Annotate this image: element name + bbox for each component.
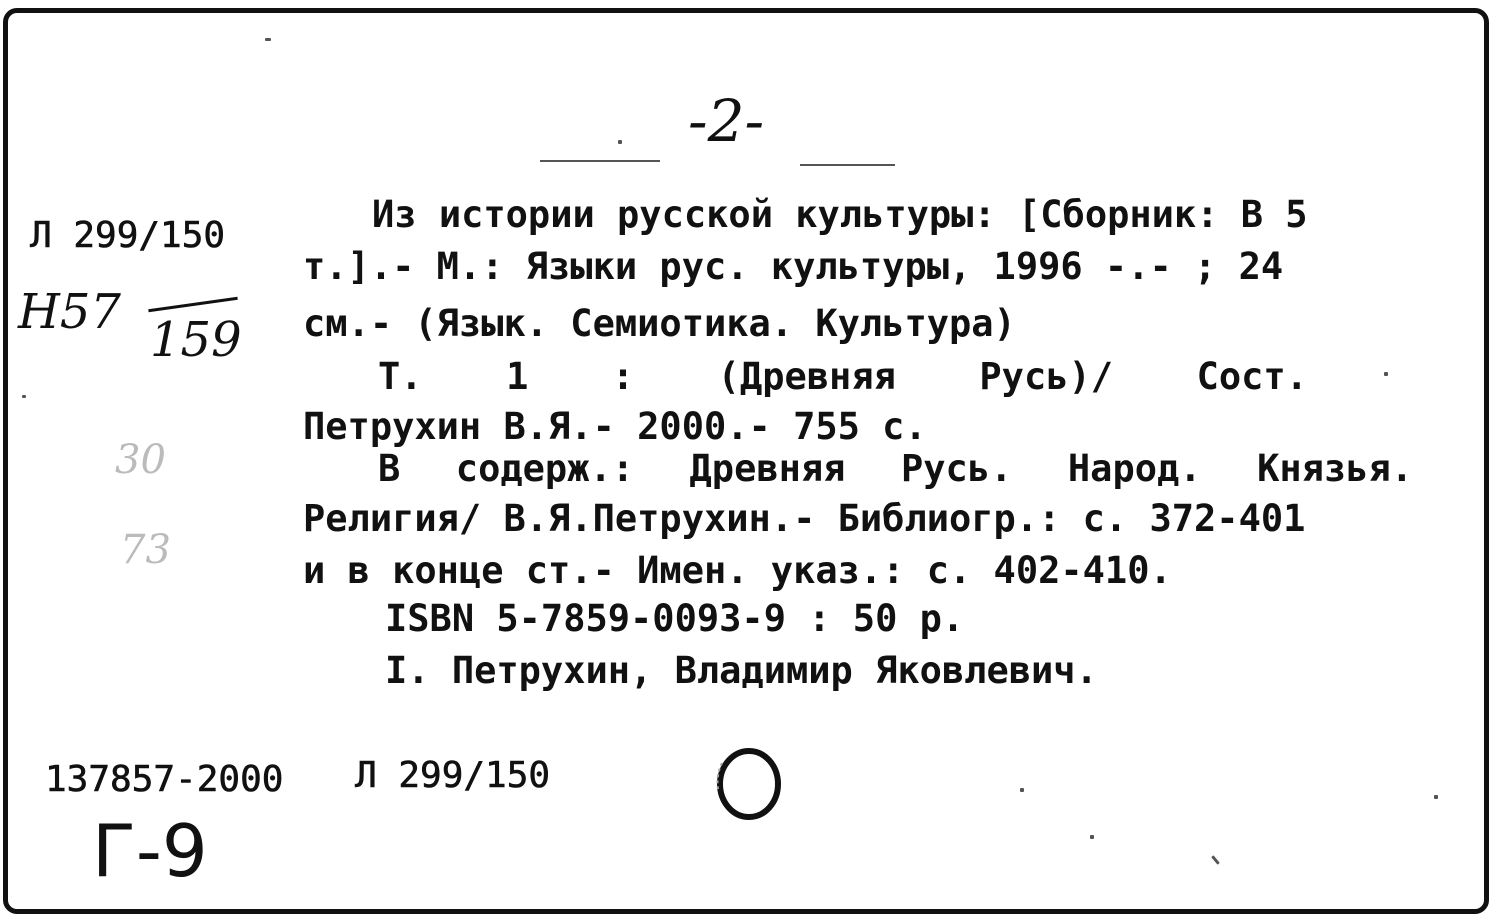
stamp-circle: [712, 745, 786, 823]
faint-mark-1: 30: [115, 437, 166, 483]
entry-contents-line: [378, 447, 1413, 490]
entry-line-1: Из истории русской культуры: [Сборник: В 5: [372, 193, 1308, 236]
speck: [618, 140, 622, 144]
speck: [1090, 835, 1094, 839]
volume-word-6: Сост.: [1196, 355, 1308, 398]
call-number-top: Л 299/150: [30, 215, 226, 256]
volume-word-2: 1: [506, 355, 529, 398]
author-line: I. Петрухин, Владимир Яковлевич.: [385, 649, 1098, 692]
speck: [1020, 788, 1024, 792]
faint-mark-2: 73: [120, 527, 171, 573]
shelf-mark-left: Н57: [18, 284, 121, 340]
contents-word-5: Народ.: [1067, 447, 1202, 490]
speck: [1384, 372, 1388, 376]
entry-line-2: т.].- М.: Языки рус. культуры, 1996 -.- ; 24: [303, 245, 1284, 288]
entry-line-5: Петрухин В.Я.- 2000.- 755 с.: [303, 405, 927, 448]
speck: [22, 395, 26, 398]
volume-word-1: Т.: [378, 355, 423, 398]
contents-word-1: В: [378, 447, 401, 490]
volume-word-5: Русь)/: [979, 355, 1114, 398]
contents-word-4: Русь.: [900, 447, 1013, 490]
contents-word-6: Князья.: [1257, 447, 1413, 490]
page-number: -2-: [688, 87, 765, 155]
volume-word-4: (Древняя: [717, 355, 896, 398]
handwritten-bottom: Г-9: [92, 809, 208, 893]
volume-word-3: :: [611, 355, 635, 398]
shelf-mark-fraction: 159: [150, 312, 242, 368]
entry-line-7: Религия/ В.Я.Петрухин.- Библиогр.: с. 372-401: [303, 497, 1306, 540]
entry-line-8: и в конце ст.- Имен. указ.: с. 402-410.: [303, 549, 1172, 592]
entry-line-3: см.- (Язык. Семиотика. Культура): [303, 302, 1016, 345]
entry-volume-line: [378, 355, 1308, 398]
contents-word-3: Древняя: [689, 447, 846, 490]
circle-stamp-icon: [712, 745, 786, 823]
rule-mark-left: [540, 160, 660, 162]
speck: [1434, 795, 1438, 799]
contents-word-2: содерж.:: [455, 447, 635, 490]
accession-number: 137857-2000: [45, 759, 284, 800]
call-number-bottom: Л 299/150: [355, 755, 551, 796]
isbn-line: ISBN 5-7859-0093-9 : 50 р.: [385, 597, 965, 640]
rule-mark-right: [800, 164, 895, 166]
speck: [265, 38, 271, 41]
